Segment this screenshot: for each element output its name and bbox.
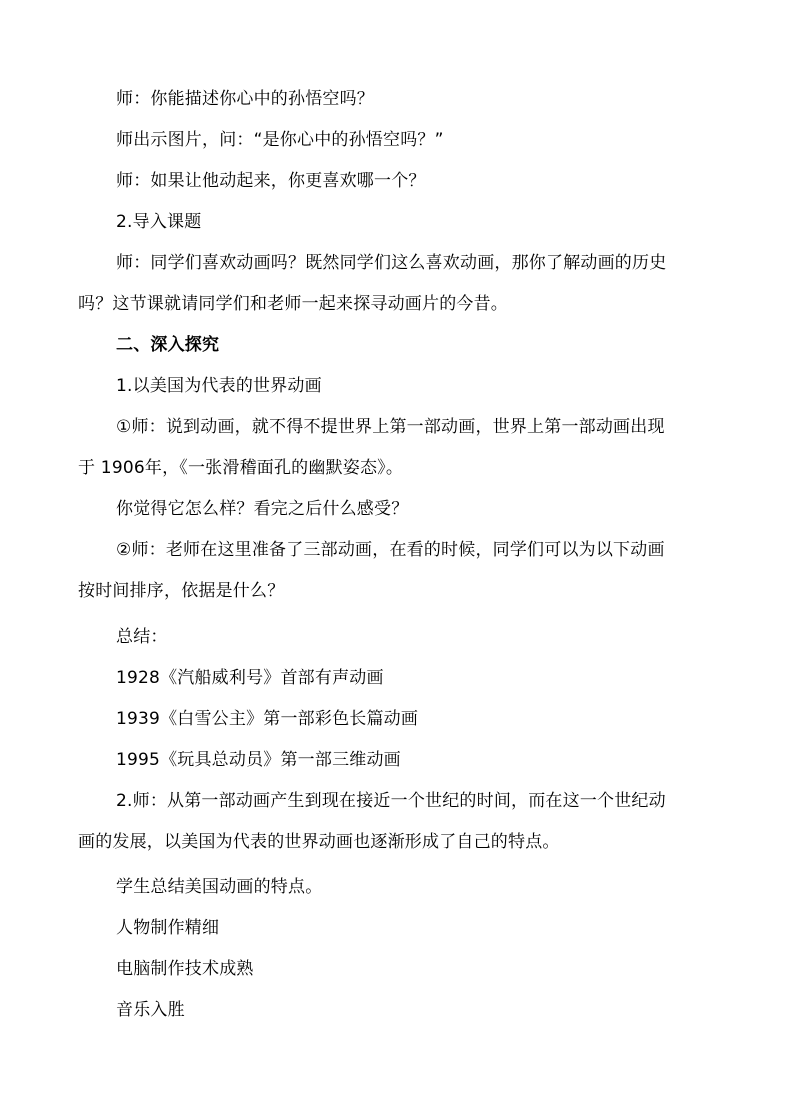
- list-item: 1995《玩具总动员》第一部三维动画: [116, 750, 401, 770]
- paragraph: 学生总结美国动画的特点。: [116, 877, 323, 897]
- paragraph: 师：同学们喜欢动画吗？既然同学们这么喜欢动画，那你了解动画的历史: [116, 253, 667, 273]
- paragraph: 师：你能描述你心中的孙悟空吗？: [116, 89, 374, 109]
- list-item: 人物制作精细: [116, 918, 220, 938]
- paragraph-continuation: 画的发展，以美国为代表的世界动画也逐渐形成了自己的特点。: [78, 832, 560, 852]
- paragraph: ②师：老师在这里准备了三部动画，在看的时候，同学们可以为以下动画: [116, 540, 665, 560]
- section-heading: 二、深入探究: [116, 335, 220, 355]
- paragraph: 师：如果让他动起来，你更喜欢哪一个？: [116, 171, 426, 191]
- list-item: 音乐入胜: [116, 1000, 185, 1020]
- subheading: 1.以美国为代表的世界动画: [116, 376, 322, 396]
- list-item: 电脑制作技术成熟: [116, 959, 254, 979]
- paragraph: 你觉得它怎么样？看完之后什么感受？: [116, 499, 409, 519]
- paragraph: 师出示图片，问：“是你心中的孙悟空吗？”: [116, 130, 444, 150]
- paragraph: ①师：说到动画，就不得不提世界上第一部动画，世界上第一部动画出现: [116, 417, 665, 437]
- list-item: 1939《白雪公主》第一部彩色长篇动画: [116, 709, 419, 729]
- list-item: 1928《汽船威利号》首部有声动画: [116, 668, 384, 688]
- paragraph-continuation: 吗？这节课就请同学们和老师一起来探寻动画片的今昔。: [78, 294, 508, 314]
- paragraph-continuation: 按时间排序，依据是什么？: [78, 581, 285, 601]
- paragraph-continuation: 于 1906年，《一张滑稽面孔的幽默姿态》。: [78, 458, 404, 478]
- subheading: 2.导入课题: [116, 212, 202, 232]
- paragraph: 2.师：从第一部动画产生到现在接近一个世纪的时间，而在这一个世纪动: [116, 791, 666, 811]
- paragraph: 总结：: [116, 627, 168, 647]
